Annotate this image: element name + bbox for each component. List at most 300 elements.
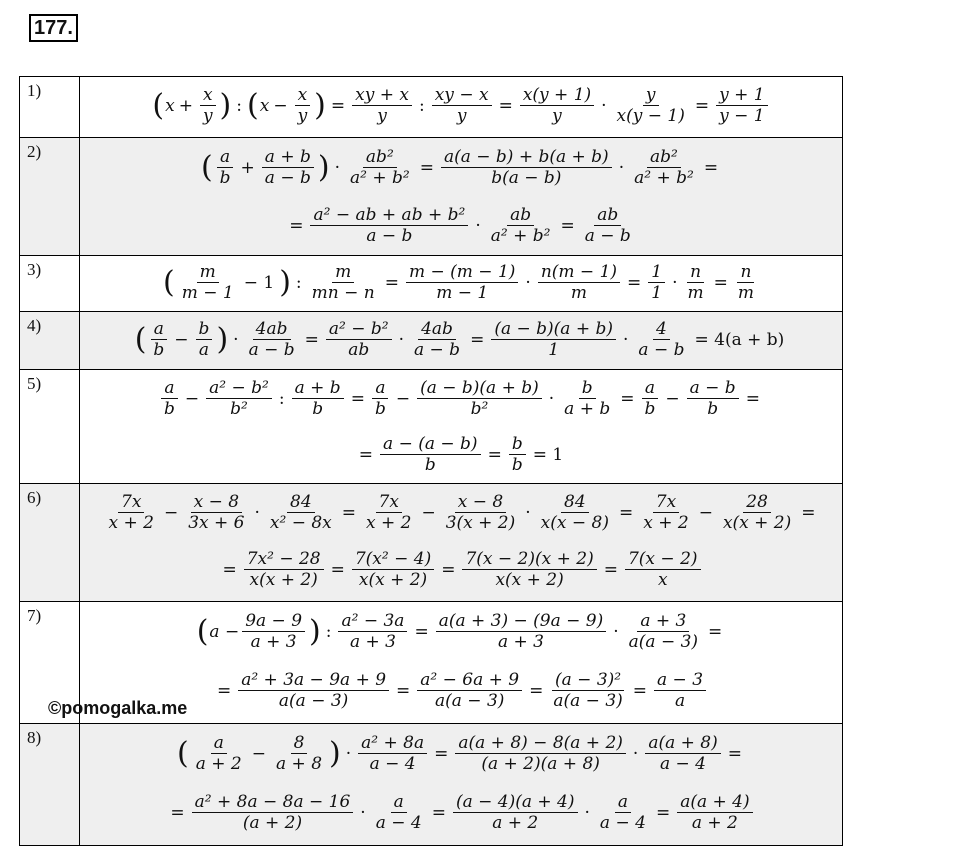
operator: = (620, 389, 635, 409)
term: x (165, 96, 175, 116)
equation-line (80, 77, 842, 135)
fraction (654, 670, 706, 712)
numerator: a(a + 8) (645, 733, 720, 754)
row-label: 8) (20, 724, 80, 846)
denominator: 1 (651, 283, 663, 303)
denominator: m (687, 283, 704, 303)
watermark: ©pomogalka.me (48, 698, 188, 718)
fraction (161, 378, 178, 420)
numerator: (a − 3)² (552, 670, 624, 691)
numerator: a² + 8a − 8a − 16 (192, 792, 354, 813)
operator: · (632, 744, 639, 764)
fraction (597, 792, 649, 834)
denominator: a − b (366, 226, 413, 246)
fraction (582, 205, 634, 247)
operator: = (618, 503, 634, 523)
row-label: 5) (20, 370, 80, 484)
operator: · (525, 503, 531, 523)
fraction (538, 492, 612, 534)
denominator: m − 1 (181, 283, 234, 303)
numerator: b (579, 378, 596, 399)
denominator: x(y − 1) (616, 106, 685, 126)
operator: = (396, 681, 411, 701)
fraction (411, 319, 463, 361)
numerator: m − (m − 1) (406, 262, 518, 283)
fraction (338, 611, 407, 653)
equation-line (80, 484, 842, 542)
fraction (192, 792, 354, 834)
denominator: a − b (584, 226, 631, 246)
equation-line (80, 724, 842, 784)
denominator: b (312, 399, 324, 419)
denominator: a + 2 (492, 813, 539, 833)
numerator: a − (a − b) (380, 434, 481, 455)
numerator: 7x (376, 492, 402, 513)
denominator: x + 2 (643, 513, 689, 533)
numerator: xy − x (432, 85, 492, 106)
operator: · (584, 803, 590, 823)
numerator: 84 (287, 492, 315, 513)
equation-cell (80, 138, 843, 256)
fraction (262, 147, 314, 189)
fraction (640, 492, 691, 534)
operator: = 4(a + b) (694, 330, 785, 350)
operator: = (694, 96, 710, 116)
operator: − 1 (243, 273, 275, 293)
fraction (372, 378, 389, 420)
fraction (455, 733, 626, 775)
numerator: a(a + 4) (677, 792, 752, 813)
operator: = (603, 560, 618, 580)
numerator: a² − 3a (338, 611, 407, 632)
paren: ( (200, 150, 213, 185)
operator: · (398, 330, 404, 350)
equation-cell (80, 724, 843, 846)
denominator: b (219, 168, 231, 188)
fraction (443, 492, 519, 534)
fraction (735, 262, 757, 304)
denominator: x(x − 8) (540, 513, 609, 533)
operator: = (627, 273, 642, 293)
fraction (720, 492, 794, 534)
numerator: b (509, 434, 526, 455)
operator: − (421, 503, 436, 523)
equation-cell (80, 370, 843, 484)
numerator: a (642, 378, 658, 399)
denominator: a² + b² (350, 168, 410, 188)
fraction (453, 792, 578, 834)
fraction (625, 549, 701, 591)
numerator: a (391, 792, 407, 813)
numerator: a (372, 378, 388, 399)
operator: = (801, 503, 816, 523)
equation-line (80, 542, 842, 598)
operator: · (618, 158, 625, 178)
numerator: a + b (262, 147, 314, 168)
fraction (373, 792, 425, 834)
operator: = (431, 803, 446, 823)
denominator: a − 4 (375, 813, 422, 833)
numerator: a (151, 319, 167, 340)
numerator: y + 1 (716, 85, 767, 106)
fraction (200, 85, 216, 127)
fraction (550, 670, 625, 712)
denominator: x + 2 (108, 513, 154, 533)
numerator: a² + 3a − 9a + 9 (238, 670, 389, 691)
fraction (561, 378, 613, 420)
fraction (509, 434, 526, 476)
fraction (310, 205, 468, 247)
equation-cell (80, 77, 843, 138)
fraction (352, 549, 434, 591)
row-label: 4) (20, 312, 80, 370)
operator: = (441, 560, 456, 580)
denominator: ab (348, 340, 370, 360)
numerator: 7(x − 2)(x + 2) (462, 549, 596, 570)
operator: = (529, 681, 544, 701)
row-label: 3) (20, 256, 80, 312)
denominator: x(x + 2) (249, 570, 318, 590)
operator: : (278, 389, 285, 409)
fraction (520, 85, 594, 127)
denominator: b (153, 340, 165, 360)
numerator: a (211, 733, 227, 754)
numerator: (a − b)(a + b) (491, 319, 616, 340)
fraction (635, 319, 687, 361)
denominator: b(a − b) (491, 168, 562, 188)
operator: : (236, 96, 242, 116)
numerator: 28 (743, 492, 771, 513)
denominator: a(a − 3) (628, 632, 699, 652)
denominator: b² (470, 399, 489, 419)
fraction (406, 262, 518, 304)
equation-cell (80, 484, 843, 602)
equation-line (80, 602, 842, 662)
numerator: n (687, 262, 704, 283)
numerator: m (197, 262, 219, 283)
operator: − (395, 389, 411, 409)
numerator: 7(x² − 4) (352, 549, 434, 570)
denominator: y (456, 106, 467, 126)
denominator: a − 4 (599, 813, 646, 833)
operator: − (251, 744, 267, 764)
fraction (417, 670, 522, 712)
operator: = (289, 216, 304, 236)
denominator: y (377, 106, 387, 126)
operator: = (434, 744, 449, 764)
numerator: a(a + 3) − (9a − 9) (436, 611, 607, 632)
denominator: a² + b² (634, 168, 694, 188)
fraction (626, 611, 701, 653)
fraction (363, 492, 414, 534)
denominator: b (511, 455, 523, 475)
equation-cell (80, 256, 843, 312)
denominator: m − 1 (436, 283, 489, 303)
operator: · (360, 803, 366, 823)
numerator: a² − 6a + 9 (417, 670, 522, 691)
denominator: a − 4 (660, 754, 707, 774)
operator: = (419, 158, 434, 178)
operator: − (163, 503, 179, 523)
denominator: a + 2 (691, 813, 738, 833)
fraction (273, 733, 325, 775)
fraction (716, 85, 767, 127)
operator: = (470, 330, 485, 350)
fraction (196, 319, 213, 361)
fraction (242, 611, 305, 653)
operator: − (184, 389, 200, 409)
paren: ) (314, 88, 326, 123)
fraction (309, 262, 378, 304)
table-row (20, 138, 843, 256)
numerator: b (196, 319, 213, 340)
numerator: 8 (291, 733, 308, 754)
fraction (244, 549, 324, 591)
operator: · (475, 216, 481, 236)
equation-line (80, 312, 842, 368)
operator: − (698, 503, 713, 523)
numerator: a (615, 792, 631, 813)
table-row (20, 724, 843, 846)
equation-line (80, 256, 842, 310)
denominator: a(a − 3) (278, 691, 349, 711)
paren: ) (216, 322, 229, 357)
paren: ( (177, 736, 189, 771)
numerator: a² + 8a (358, 733, 427, 754)
table-row (20, 484, 843, 602)
operator: = (330, 96, 346, 116)
denominator: (a + 2) (242, 813, 303, 833)
operator: = (414, 622, 429, 642)
row-label: 6) (20, 484, 80, 602)
fraction (105, 492, 156, 534)
paren: ) (309, 614, 321, 649)
operator: = (304, 330, 319, 350)
table-row (20, 77, 843, 138)
numerator: 9a − 9 (242, 611, 305, 632)
fraction (150, 319, 167, 361)
operator: = (350, 389, 365, 409)
denominator: b (644, 399, 656, 419)
fraction (326, 319, 392, 361)
fraction (491, 319, 616, 361)
denominator: a(a − 3) (434, 691, 505, 711)
operator: = (222, 560, 237, 580)
denominator: b² (230, 399, 248, 419)
paren: ( (163, 265, 175, 300)
fraction (614, 85, 688, 127)
fraction (217, 147, 234, 189)
denominator: x + 2 (366, 513, 412, 533)
fraction (641, 378, 658, 420)
numerator: a − b (687, 378, 739, 399)
numerator: a (217, 147, 233, 168)
fraction (292, 378, 344, 420)
paren: ) (329, 736, 341, 771)
term: a − (209, 622, 240, 642)
numerator: (a − 4)(a + 4) (453, 792, 578, 813)
fraction (462, 549, 596, 591)
operator: − (273, 96, 288, 116)
denominator: a − b (248, 340, 295, 360)
numerator: 7(x − 2) (625, 549, 701, 570)
denominator: mn − n (311, 283, 375, 303)
numerator: a(a − b) + b(a + b) (441, 147, 612, 168)
numerator: ab (507, 205, 534, 226)
numerator: n (737, 262, 754, 283)
denominator: a (674, 691, 686, 711)
paren: ( (152, 88, 165, 123)
operator: = (708, 622, 723, 642)
table-row (20, 370, 843, 484)
denominator: x(x + 2) (358, 570, 428, 590)
fraction (677, 792, 752, 834)
operator: = (384, 273, 399, 293)
denominator: 3x + 6 (188, 513, 245, 533)
fraction (432, 85, 492, 127)
operator: : (325, 622, 332, 642)
operator: · (334, 158, 340, 178)
denominator: b (374, 399, 386, 419)
table-row (20, 312, 843, 370)
operator: : (418, 96, 425, 116)
table-row (20, 256, 843, 312)
numerator: xy + x (352, 85, 412, 106)
operator: · (254, 503, 260, 523)
numerator: (a − b)(a + b) (417, 378, 542, 399)
numerator: a² − b² (206, 378, 272, 399)
numerator: 84 (561, 492, 589, 513)
denominator: a + 3 (349, 632, 396, 652)
operator: = (170, 803, 185, 823)
numerator: ab (594, 205, 621, 226)
fraction (206, 378, 272, 420)
numerator: x − 8 (191, 492, 242, 513)
operator: · (525, 273, 531, 293)
operator: = (655, 803, 671, 823)
operator: = (632, 681, 648, 701)
operator: = (745, 389, 760, 409)
equation-line (80, 138, 842, 198)
operator: · (672, 273, 678, 293)
denominator: m (570, 283, 587, 303)
fraction (436, 611, 607, 653)
denominator: a (198, 340, 210, 360)
fraction (358, 733, 427, 775)
solution-table (19, 76, 843, 846)
fraction (179, 262, 237, 304)
operator: + (178, 96, 193, 116)
numerator: 1 (648, 262, 665, 283)
denominator: x (657, 570, 668, 590)
numerator: 4ab (253, 319, 291, 340)
equation-line (80, 370, 842, 428)
denominator: m (737, 283, 754, 303)
operator: = (713, 273, 728, 293)
denominator: a + 8 (276, 754, 323, 774)
row-label: 1) (20, 77, 80, 138)
fraction (295, 85, 311, 127)
fraction (238, 670, 389, 712)
numerator: a + b (292, 378, 344, 399)
numerator: m (332, 262, 354, 283)
fraction (631, 147, 697, 189)
denominator: 3(x + 2) (445, 513, 516, 533)
equation-line (80, 198, 842, 254)
denominator: a + 3 (497, 632, 544, 652)
paren: ( (134, 322, 147, 357)
operator: = (487, 445, 502, 465)
fraction (648, 262, 665, 304)
numerator: a (161, 378, 177, 399)
numerator: n(m − 1) (538, 262, 620, 283)
denominator: x(x + 2) (722, 513, 792, 533)
numerator: a − 3 (654, 670, 706, 691)
numerator: x(y + 1) (520, 85, 594, 106)
denominator: (a + 2)(a + 8) (481, 754, 600, 774)
denominator: x² − 8x (269, 513, 332, 533)
fraction (417, 378, 542, 420)
operator: = (358, 445, 374, 465)
operator: = (727, 744, 742, 764)
equation-cell (80, 312, 843, 370)
operator: = (560, 216, 575, 236)
operator: · (623, 330, 629, 350)
numerator: 4ab (418, 319, 456, 340)
numerator: 7x (653, 492, 679, 513)
numerator: x − 8 (455, 492, 506, 513)
operator: − (174, 330, 189, 350)
numerator: ab² (647, 147, 681, 168)
denominator: y (297, 106, 308, 126)
numerator: x (295, 85, 311, 106)
fraction (352, 85, 412, 127)
denominator: y (552, 106, 562, 126)
fraction (380, 434, 481, 476)
denominator: a − 4 (369, 754, 416, 774)
denominator: b (424, 455, 436, 475)
fraction (347, 147, 413, 189)
fraction (687, 378, 739, 420)
equation-line (80, 428, 842, 482)
numerator: a² − b² (326, 319, 392, 340)
numerator: x (200, 85, 216, 106)
paren: ( (196, 614, 209, 649)
problem-number: 177. (29, 14, 78, 42)
operator: = (216, 681, 232, 701)
numerator: y (643, 85, 659, 106)
operator: · (548, 389, 555, 409)
numerator: ab² (363, 147, 397, 168)
numerator: 7x² − 28 (244, 549, 324, 570)
numerator: 7x (118, 492, 144, 513)
denominator: a² + b² (490, 226, 551, 246)
denominator: y − 1 (719, 106, 765, 126)
equation-line (80, 784, 842, 842)
operator: · (345, 744, 352, 764)
denominator: 1 (548, 340, 560, 360)
operator: = 1 (532, 445, 564, 465)
operator: = (330, 560, 345, 580)
row-label: 7) (20, 602, 80, 724)
denominator: b (164, 399, 175, 419)
row-label: 2) (20, 138, 80, 256)
operator: · (613, 622, 619, 642)
fraction (488, 205, 554, 247)
fraction (193, 733, 245, 775)
fraction (246, 319, 298, 361)
numerator: a² − ab + ab + b² (310, 205, 468, 226)
